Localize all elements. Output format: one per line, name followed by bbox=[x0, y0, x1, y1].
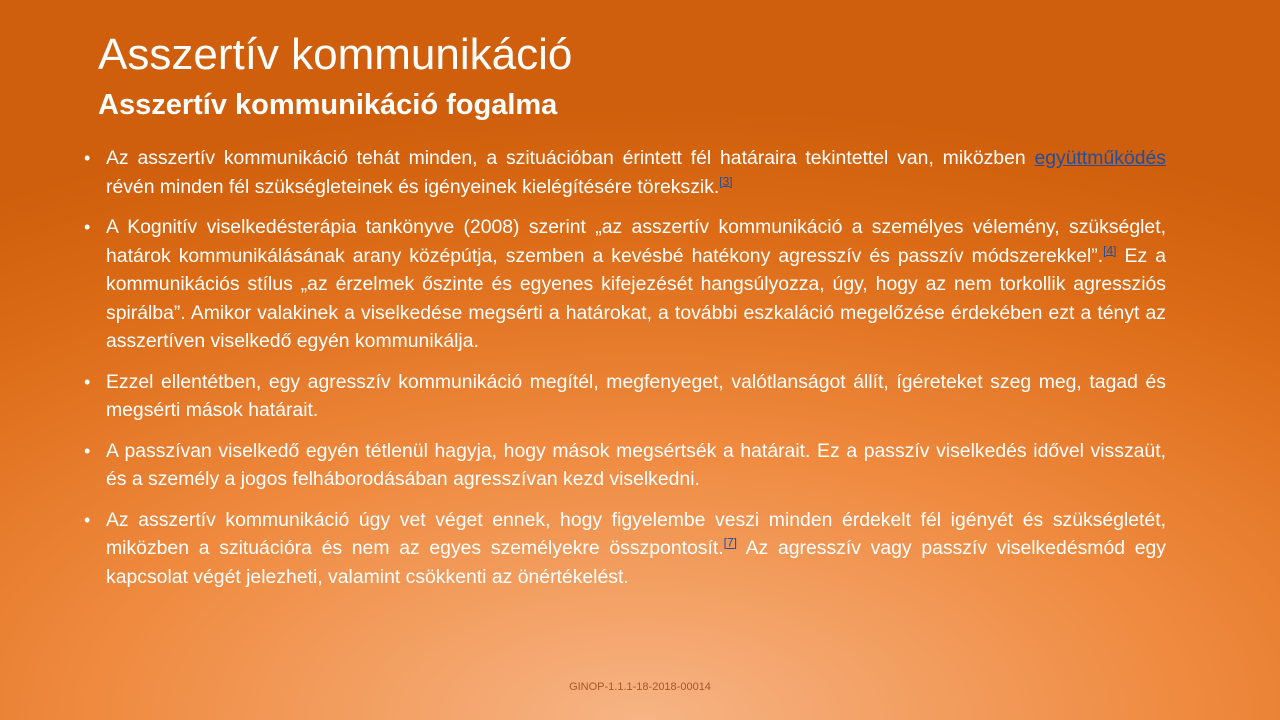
bullet-text: révén minden fél szükségleteinek és igényeinek kielégítésére törekszik. bbox=[106, 175, 720, 198]
bullet-text: Az asszertív kommunikáció úgy vet véget ennek, hogy figyelembe veszi minden érdekelt fél igényét és szükségletét, miközben a szituációra és nem az egyes személyekre összpontosít. bbox=[106, 508, 1166, 559]
cooperation-link[interactable]: együttműködés bbox=[1034, 147, 1166, 169]
slide-content bbox=[84, 144, 1166, 603]
bullet-text: Az agresszív vagy passzív viselkedésmód egy kapcsolat végét jelezheti, valamint csökkenti az önértékelést. bbox=[106, 537, 1166, 588]
bullet-icon: • bbox=[84, 440, 91, 461]
reference-link[interactable]: [3] bbox=[719, 174, 733, 189]
bullet-text: Ez a kommunikációs stílus „az érzelmek őszinte és egyenes kifejezését hangsúlyozza, úgy, hogy az nem torkollik agressziós spirálba”. Amikor valakinek a viselkedése megsérti a határokat, a további eszkaláció megelőzése érdekében ezt a tényt az asszertíven viselkedő egyén kommunikálja. bbox=[106, 244, 1166, 352]
bullet-item bbox=[84, 506, 1166, 592]
bullet-text: A Kognitív viselkedésterápia tankönyve (2008) szerint „az asszertív kommunikáció a személyes vélemény, szükséglet, határok kommunikálásának arany középútja, szemben a kevésbé hatékony agresszív és passzív módszerekkel”. bbox=[106, 216, 1166, 267]
bullet-item bbox=[84, 437, 1166, 494]
bullet-text: A passzívan viselkedő egyén tétlenül hagyja, hogy mások megsértsék a határait. Ez a passzív viselkedés idővel visszaüt, és a személy a jogos felháborodásában agresszívan kezd viselkedni. bbox=[106, 439, 1166, 490]
reference-link[interactable]: [4] bbox=[1103, 243, 1117, 258]
footer-project-code: GINOP-1.1.1-18-2018-00014 bbox=[569, 681, 711, 693]
bullet-item bbox=[84, 368, 1166, 425]
bullet-icon: • bbox=[84, 217, 91, 237]
bullet-text: Az asszertív kommunikáció tehát minden, a szituációban érintett fél határaira tekintettel van, miközben bbox=[106, 147, 1035, 169]
reference-link[interactable]: [7] bbox=[723, 535, 737, 550]
bullet-icon: • bbox=[84, 509, 91, 530]
bullet-item bbox=[84, 144, 1166, 201]
bullet-item bbox=[84, 213, 1166, 356]
bullet-list bbox=[84, 144, 1166, 591]
bullet-text: Ezzel ellentétben, egy agresszív kommunikáció megítél, megfenyeget, valótlanságot állít, ígéreteket szeg meg, tagad és megsérti mások határait. bbox=[106, 370, 1166, 421]
bullet-icon: • bbox=[84, 148, 91, 168]
slide-subtitle: Asszertív kommunikáció fogalma bbox=[98, 89, 558, 121]
bullet-icon: • bbox=[84, 371, 91, 392]
slide-title: Asszertív kommunikáció bbox=[98, 30, 573, 79]
